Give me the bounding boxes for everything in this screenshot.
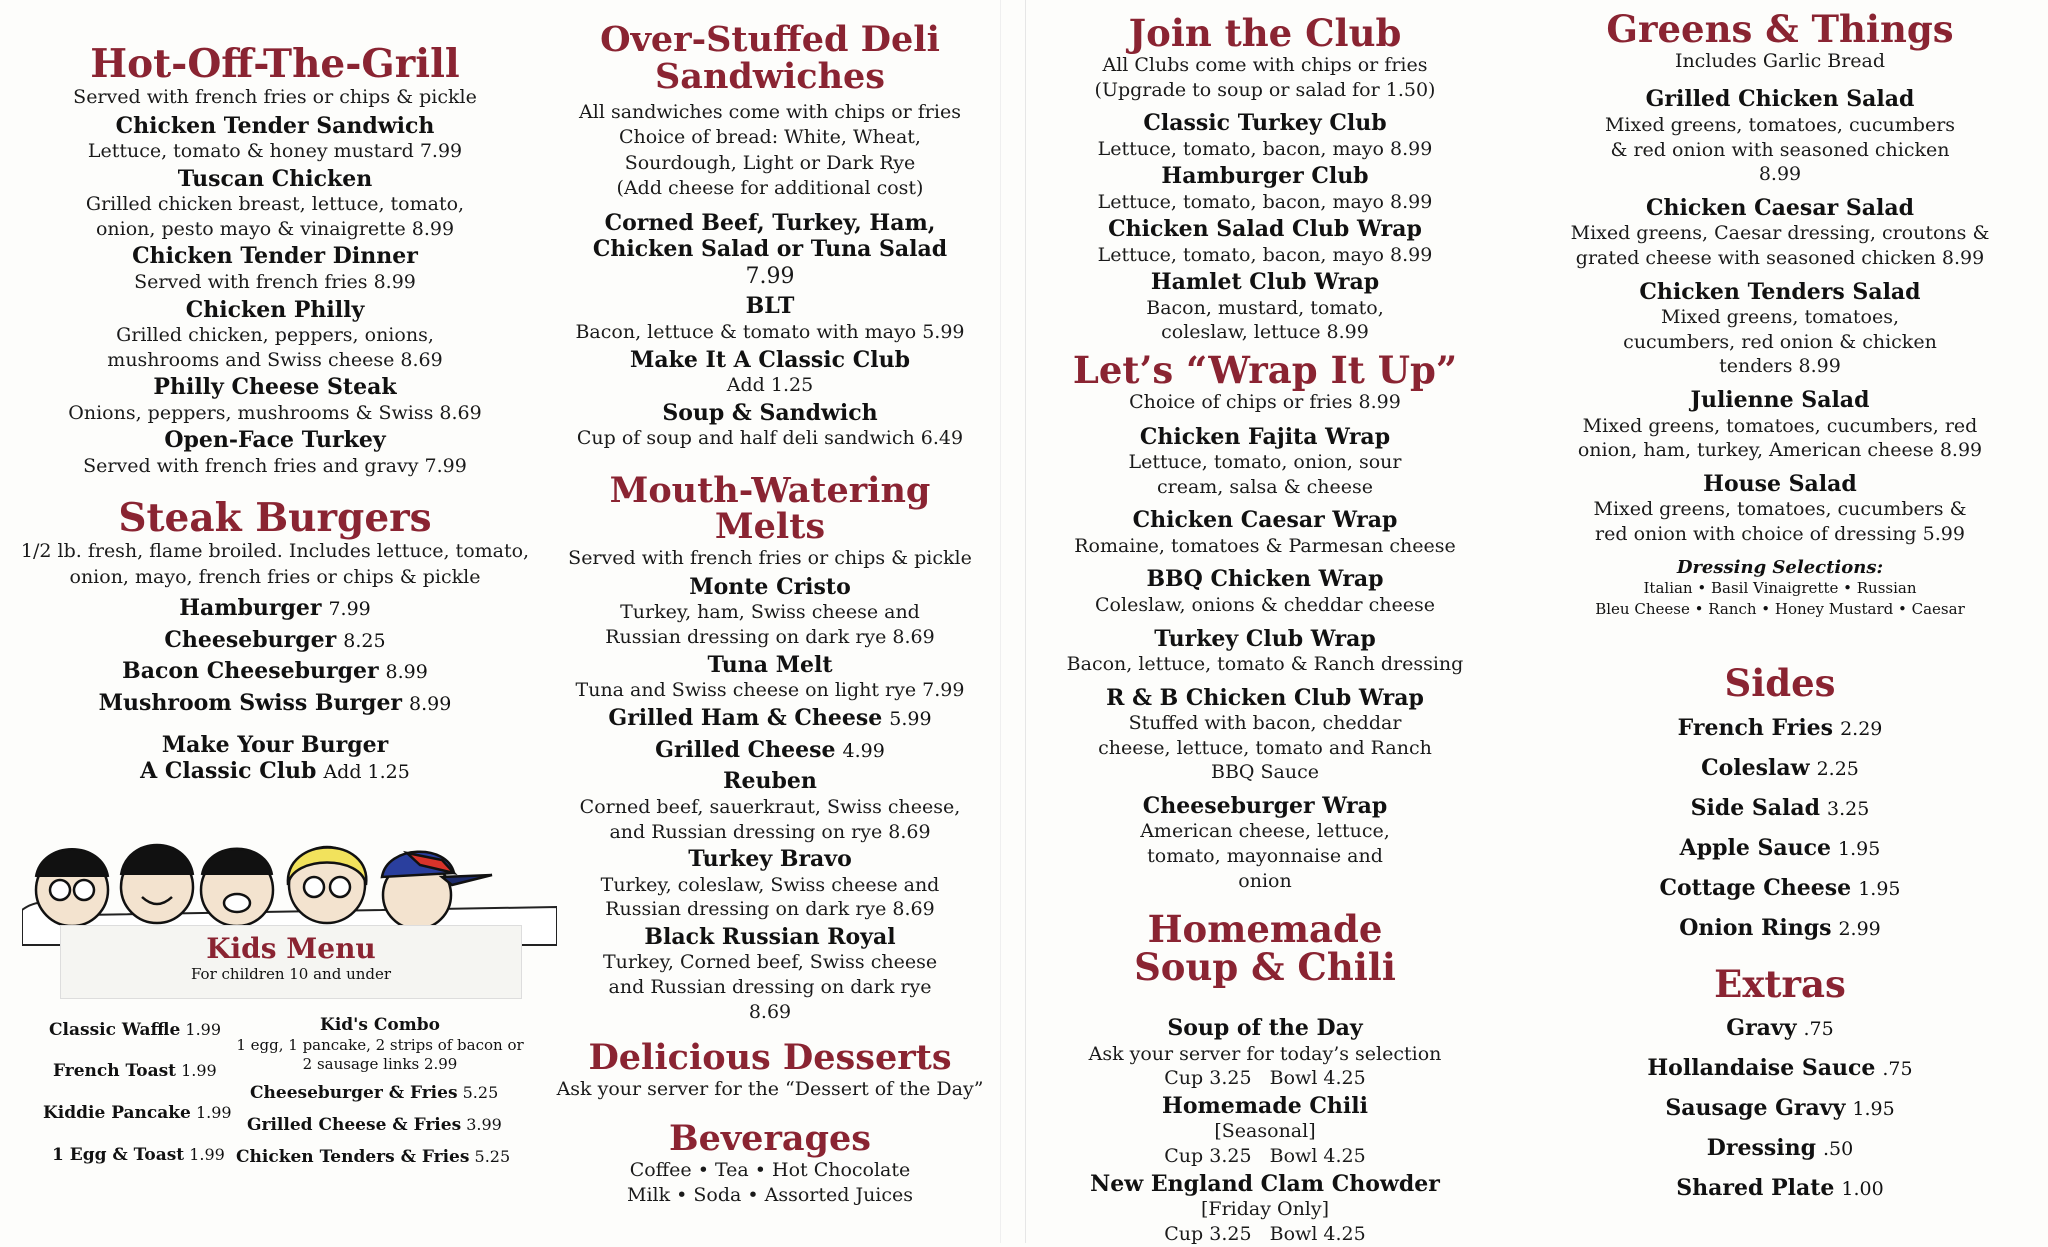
item-price: .50 xyxy=(1822,1138,1854,1161)
menu-item xyxy=(1050,269,1480,345)
menu-item xyxy=(1050,1171,1480,1247)
section-title-wrap: Let’s “Wrap It Up” xyxy=(1072,348,1458,393)
item-name: Hamburger xyxy=(179,594,322,621)
item-desc: Ask your server for today’s selection xyxy=(1088,1042,1442,1065)
kids-menu-subtitle: For children 10 and under xyxy=(190,965,392,983)
menu-item xyxy=(20,656,530,688)
item-name: R & B Chicken Club Wrap xyxy=(1106,684,1424,711)
item-price: 5.25 xyxy=(462,1083,499,1102)
item-name: Chicken Caesar Salad xyxy=(1646,194,1914,221)
item-name: French Toast xyxy=(53,1061,177,1081)
item-name: Grilled Chicken Salad xyxy=(1645,86,1915,113)
item-desc: Onions, peppers, mushrooms & Swiss 8.69 xyxy=(68,401,482,424)
item-name: Grilled Ham & Cheese xyxy=(608,704,883,731)
menu-item xyxy=(1050,1093,1480,1169)
greens-subtitle: Includes Garlic Bread xyxy=(1674,49,1886,72)
item-name: Gravy xyxy=(1726,1015,1797,1042)
item-name: French Fries xyxy=(1677,714,1834,741)
section-title-extras: Extras xyxy=(1714,961,1846,1006)
grill-items xyxy=(20,113,530,479)
item-name: Mushroom Swiss Burger xyxy=(98,690,403,717)
item-name: Chicken Caesar Wrap xyxy=(1132,507,1398,534)
menu-item xyxy=(1520,749,2040,789)
item-desc: Mixed greens, tomatoes, cucumbers & red onion with seasoned chicken 8.99 xyxy=(1604,113,1956,186)
menu-item xyxy=(1050,1015,1480,1091)
menu-item xyxy=(1520,789,2040,829)
item-name: Cheeseburger xyxy=(164,626,337,653)
menu-item xyxy=(20,297,530,373)
item-desc: Add 1.25 xyxy=(726,373,814,396)
wrap-subtitle: Choice of chips or fries 8.99 xyxy=(1129,390,1401,413)
item-price: .75 xyxy=(1882,1058,1913,1081)
menu-item xyxy=(20,688,530,720)
item-desc: Mixed greens, tomatoes, cucumbers, red onion, ham, turkey, American cheese 8.99 xyxy=(1577,414,1983,462)
item-name: Hamlet Club Wrap xyxy=(1150,269,1380,296)
item-name: Hollandaise Sauce xyxy=(1647,1055,1876,1082)
item-name: Chicken Tenders & Fries xyxy=(236,1147,470,1167)
item-name: Hamburger Club xyxy=(1161,163,1369,190)
item-name: Tuscan Chicken xyxy=(177,165,373,192)
item-name: Chicken Philly xyxy=(185,296,365,323)
menu-item xyxy=(555,293,985,344)
kids-menu-card xyxy=(60,925,522,999)
item-desc: Bacon, lettuce, tomato & Ranch dressing xyxy=(1066,652,1464,675)
item-desc: Mixed greens, tomatoes, cucumbers, red onion & chicken tenders 8.99 xyxy=(1623,306,1937,378)
item-price: 1.95 xyxy=(1852,1098,1895,1121)
menu-item xyxy=(20,113,530,164)
sides-list xyxy=(1520,709,2040,949)
item-desc: 1 egg, 1 pancake, 2 strips of bacon or 2 sausage links 2.99 xyxy=(236,1036,524,1073)
item-desc: Mixed greens, Caesar dressing, croutons & grated cheese with seasoned chicken 8.99 xyxy=(1570,222,1990,270)
item-desc: Served with french fries 8.99 xyxy=(134,270,416,293)
item-name: Homemade Chili xyxy=(1162,1092,1368,1119)
menu-item xyxy=(20,593,530,625)
dressing-selections-title: Dressing Selections: xyxy=(1676,556,1884,578)
make-your-burger-label: Make Your Burger xyxy=(161,732,389,759)
menu-item xyxy=(555,347,985,398)
item-name: Cheeseburger Wrap xyxy=(1142,793,1388,820)
item-desc: Lettuce, tomato, bacon, mayo 8.99 xyxy=(1097,243,1433,266)
item-price: 1.99 xyxy=(195,1103,232,1122)
menu-item xyxy=(1520,1089,2040,1129)
item-name: New England Clam Chowder xyxy=(1090,1170,1440,1197)
section-title-beverages: Beverages xyxy=(668,1117,872,1159)
item-name: Philly Cheese Steak xyxy=(153,374,397,401)
item-name: Chicken Tender Dinner xyxy=(132,243,418,270)
deli-sub2: Choice of bread: White, Wheat, Sourdough, Light or Dark Rye xyxy=(619,126,921,174)
kids-item xyxy=(53,1061,217,1081)
item-name: Chicken Tender Sandwich xyxy=(115,112,435,139)
menu-item xyxy=(1520,869,2040,909)
club-sub2: (Upgrade to soup or salad for 1.50) xyxy=(1094,79,1436,102)
item-name: Shared Plate xyxy=(1676,1175,1835,1202)
item-desc: Served with french fries and gravy 7.99 xyxy=(83,454,467,477)
menu-item xyxy=(1520,829,2040,869)
kids-item xyxy=(236,1147,510,1167)
item-name: BLT xyxy=(745,293,795,320)
item-name: Coleslaw xyxy=(1701,754,1810,781)
menu-item xyxy=(1050,626,1480,677)
item-desc: Lettuce, tomato, onion, sour cream, salsa & cheese xyxy=(1128,451,1402,498)
menu-item xyxy=(1520,1009,2040,1049)
menu-item xyxy=(1520,909,2040,949)
item-price: .75 xyxy=(1803,1018,1834,1041)
item-desc: Lettuce, tomato, bacon, mayo 8.99 xyxy=(1097,137,1433,160)
menu-item xyxy=(1520,1049,2040,1089)
menu-item xyxy=(1050,566,1480,617)
beverages-line2: Milk • Soda • Assorted Juices xyxy=(626,1184,914,1207)
menu-item xyxy=(1520,1169,2040,1209)
item-name: BBQ Chicken Wrap xyxy=(1146,566,1384,593)
item-name: Turkey Bravo xyxy=(688,846,852,873)
column-deli-melts xyxy=(555,0,985,1209)
menu-item xyxy=(1520,471,2040,547)
item-desc: Coleslaw, onions & cheddar cheese xyxy=(1095,593,1435,616)
item-desc: Grilled chicken, peppers, onions, mushrooms and Swiss cheese 8.69 xyxy=(107,323,443,371)
item-price: 1.95 xyxy=(1838,837,1881,860)
page-fold-shadow xyxy=(1000,0,1001,1243)
item-name: Kiddie Pancake xyxy=(43,1103,191,1123)
dressing-options-line2: Bleu Cheese • Ranch • Honey Mustard • Caesar xyxy=(1595,599,1965,618)
item-prices: Cup 3.25 Bowl 4.25 xyxy=(1164,1145,1366,1168)
item-desc: Tuna and Swiss cheese on light rye 7.99 xyxy=(575,678,965,701)
item-price: 1.95 xyxy=(1858,877,1901,900)
kids-item xyxy=(250,1083,498,1103)
item-desc: [Friday Only] xyxy=(1200,1198,1330,1221)
menu-item xyxy=(1050,793,1480,893)
column-greens-sides-extras xyxy=(1520,0,2040,1209)
section-title-melts: Mouth-Watering Melts xyxy=(609,469,931,548)
menu-item xyxy=(20,243,530,294)
item-name: Classic Turkey Club xyxy=(1143,110,1387,137)
item-name: Side Salad xyxy=(1690,794,1821,821)
section-title-deli: Over-Stuffed Deli Sandwiches xyxy=(600,19,940,97)
item-price: 7.99 xyxy=(745,263,795,289)
item-price: 3.25 xyxy=(1827,797,1870,820)
item-name: Kid's Combo xyxy=(320,1015,440,1035)
beverages-line1: Coffee • Tea • Hot Chocolate xyxy=(629,1158,911,1181)
item-price: 5.99 xyxy=(889,707,932,730)
kids-item xyxy=(43,1103,232,1123)
kids-menu-title: Kids Menu xyxy=(206,932,376,965)
item-desc: Turkey, ham, Swiss cheese and Russian dressing on dark rye 8.69 xyxy=(605,601,935,648)
club-sub1: All Clubs come with chips or fries xyxy=(1102,53,1428,76)
item-price: 2.29 xyxy=(1840,717,1883,740)
section-title-club: Join the Club xyxy=(1128,11,1402,55)
kids-combo xyxy=(235,1015,525,1074)
burgers-subtitle: 1/2 lb. fresh, flame broiled. Includes lettuce, tomato, onion, mayo, french fries or chips & pickle xyxy=(20,540,530,588)
item-desc: Lettuce, tomato & honey mustard 7.99 xyxy=(87,139,463,162)
item-name: Open-Face Turkey xyxy=(164,427,386,454)
item-desc: Lettuce, tomato, bacon, mayo 8.99 xyxy=(1097,190,1433,213)
item-name: Grilled Cheese xyxy=(655,736,836,763)
section-title-soup: Homemade Soup & Chili xyxy=(1134,906,1396,990)
menu-item xyxy=(555,652,985,703)
item-price: 3.99 xyxy=(466,1115,502,1134)
item-name: Soup & Sandwich xyxy=(662,399,878,426)
item-desc: Stuffed with bacon, cheddar cheese, lettuce, tomato and Ranch BBQ Sauce xyxy=(1098,712,1432,784)
deli-sub3: (Add cheese for additional cost) xyxy=(616,177,924,200)
column-grill-burgers xyxy=(20,0,530,788)
classic-club-label: A Classic Club xyxy=(140,758,317,785)
item-name: Tuna Melt xyxy=(707,651,833,678)
menu-item xyxy=(1050,216,1480,267)
item-name: Onion Rings xyxy=(1679,914,1832,941)
item-name: Chicken Fajita Wrap xyxy=(1139,423,1391,450)
menu-item xyxy=(1520,709,2040,749)
item-price: 2.25 xyxy=(1816,757,1859,780)
menu-item xyxy=(555,400,985,451)
item-price: 5.25 xyxy=(474,1147,511,1166)
item-name: Monte Cristo xyxy=(689,573,851,600)
melts-subtitle: Served with french fries or chips & pickle xyxy=(568,547,972,570)
burger-items xyxy=(20,593,530,721)
item-desc: Mixed greens, tomatoes, cucumbers & red onion with choice of dressing 5.99 xyxy=(1593,498,1967,545)
menu-item xyxy=(20,625,530,657)
menu-item xyxy=(555,735,985,767)
section-title-grill: Hot-Off-The-Grill xyxy=(90,41,460,87)
item-name: 1 Egg & Toast xyxy=(52,1145,185,1165)
menu-item xyxy=(20,166,530,242)
item-name: Corned Beef, Turkey, Ham, Chicken Salad or Tuna Salad xyxy=(592,210,948,263)
menu-item xyxy=(20,427,530,478)
menu-item xyxy=(1050,110,1480,161)
menu-item xyxy=(1050,424,1480,500)
classic-club-upgrade xyxy=(20,756,530,788)
item-name: Julienne Salad xyxy=(1690,387,1870,414)
item-price: 1.99 xyxy=(185,1020,222,1039)
item-desc: Cup of soup and half deli sandwich 6.49 xyxy=(576,426,964,449)
menu-item xyxy=(1520,279,2040,379)
item-price: 8.99 xyxy=(385,661,428,684)
kids-item xyxy=(247,1115,502,1135)
menu-item xyxy=(1520,195,2040,271)
deli-sub1: All sandwiches come with chips or fries xyxy=(579,100,961,123)
item-name: Bacon Cheeseburger xyxy=(122,658,379,685)
menu-item xyxy=(555,703,985,735)
kids-item xyxy=(52,1145,225,1165)
item-price: 1.99 xyxy=(181,1061,217,1080)
item-price: 2.99 xyxy=(1838,917,1881,940)
item-name: Apple Sauce xyxy=(1679,834,1832,861)
menu-item xyxy=(1520,387,2040,463)
column-club-wrap-soup xyxy=(1050,0,1480,1247)
item-price: 7.99 xyxy=(328,597,371,620)
item-price: 1.99 xyxy=(189,1145,225,1164)
section-title-burgers: Steak Burgers xyxy=(118,495,432,542)
item-price: 4.99 xyxy=(842,739,885,762)
menu-item xyxy=(555,924,985,1024)
menu-item xyxy=(1050,163,1480,214)
item-name: Turkey Club Wrap xyxy=(1154,625,1376,652)
item-prices: Cup 3.25 Bowl 4.25 xyxy=(1164,1067,1366,1090)
menu-item xyxy=(555,768,985,844)
item-desc: American cheese, lettuce, tomato, mayonnaise and onion xyxy=(1140,820,1390,892)
section-title-greens: Greens & Things xyxy=(1606,7,1954,51)
item-name: Chicken Salad Club Wrap xyxy=(1108,216,1422,243)
item-price: 8.25 xyxy=(343,629,386,652)
item-desc: Bacon, lettuce & tomato with mayo 5.99 xyxy=(575,320,965,343)
item-desc: Bacon, mustard, tomato, coleslaw, lettuce 8.99 xyxy=(1146,296,1384,344)
item-name: House Salad xyxy=(1703,470,1857,497)
section-title-desserts: Delicious Desserts xyxy=(588,1037,952,1079)
menu-item xyxy=(1050,685,1480,785)
item-name: Black Russian Royal xyxy=(644,923,896,950)
menu-item xyxy=(20,374,530,425)
item-name: Reuben xyxy=(723,768,817,795)
item-name: Cottage Cheese xyxy=(1659,874,1852,901)
item-name: Chicken Tenders Salad xyxy=(1639,278,1921,305)
item-name: Make It A Classic Club xyxy=(630,346,910,373)
page-fold xyxy=(1025,0,1026,1243)
item-price: 1.00 xyxy=(1841,1178,1884,1201)
item-desc: Corned beef, sauerkraut, Swiss cheese, and Russian dressing on rye 8.69 xyxy=(579,795,961,843)
extras-list xyxy=(1520,1009,2040,1209)
item-desc: Grilled chicken breast, lettuce, tomato, onion, pesto mayo & vinaigrette 8.99 xyxy=(85,193,465,240)
item-price: 8.99 xyxy=(409,693,452,716)
kids-item xyxy=(49,1020,221,1040)
classic-club-price: Add 1.25 xyxy=(323,761,410,784)
item-name: Dressing xyxy=(1706,1135,1816,1162)
item-name: Soup of the Day xyxy=(1167,1015,1363,1042)
section-title-sides: Sides xyxy=(1724,660,1836,705)
item-desc: Romaine, tomatoes & Parmesan cheese xyxy=(1074,534,1456,557)
menu-item xyxy=(555,574,985,650)
menu-item xyxy=(1050,507,1480,558)
menu-item xyxy=(555,846,985,922)
menu-item xyxy=(555,210,985,291)
item-prices: Cup 3.25 Bowl 4.25 xyxy=(1164,1222,1366,1245)
menu-item xyxy=(1520,1129,2040,1169)
item-name: Grilled Cheese & Fries xyxy=(247,1115,462,1135)
item-name: Cheeseburger & Fries xyxy=(250,1083,458,1103)
item-desc: Turkey, coleslaw, Swiss cheese and Russian dressing on dark rye 8.69 xyxy=(600,873,940,921)
desserts-subtitle: Ask your server for the “Dessert of the Day” xyxy=(556,1078,984,1101)
item-name: Classic Waffle xyxy=(49,1020,181,1040)
item-name: Sausage Gravy xyxy=(1665,1095,1846,1122)
item-desc: Turkey, Corned beef, Swiss cheese and Russian dressing on dark rye 8.69 xyxy=(602,951,938,1023)
dressing-options-line1: Italian • Basil Vinaigrette • Russian xyxy=(1643,578,1917,597)
menu-item xyxy=(1520,86,2040,186)
item-desc: [Seasonal] xyxy=(1214,1120,1316,1143)
grill-subtitle: Served with french fries or chips & pickle xyxy=(73,85,477,108)
